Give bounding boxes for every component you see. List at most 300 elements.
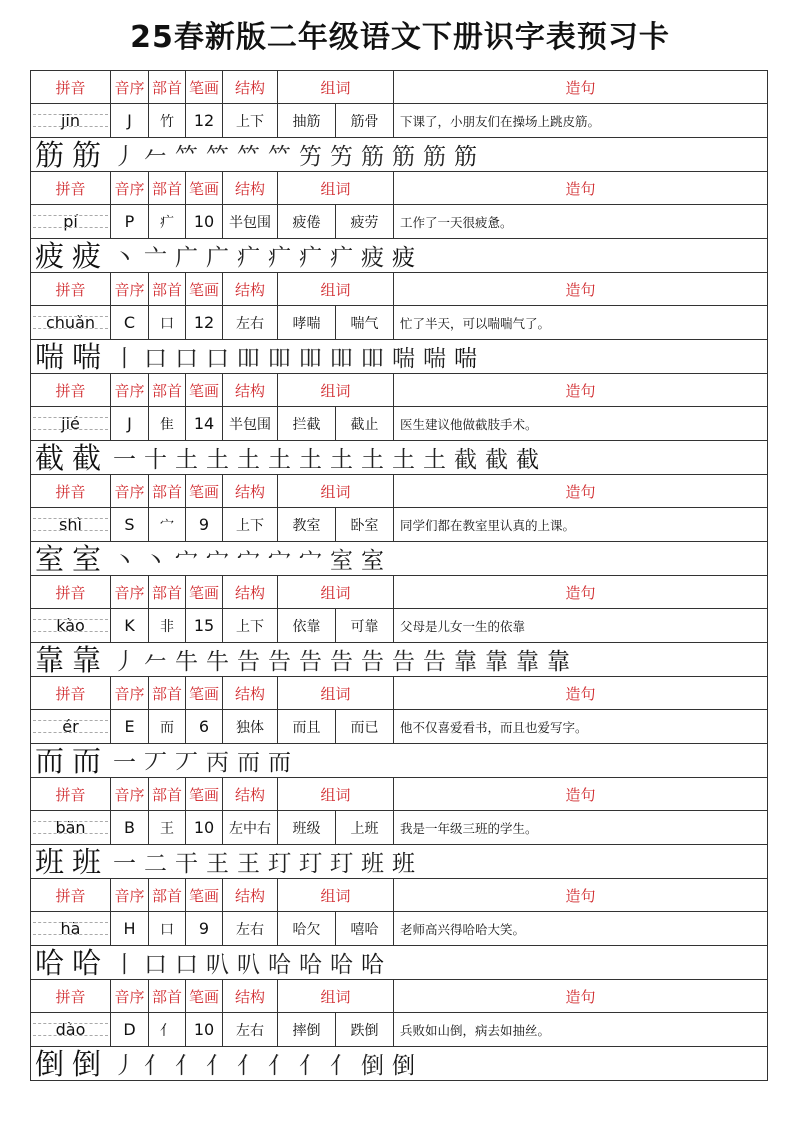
- stroke-step: 疒: [268, 245, 291, 271]
- stroke-sequence: [105, 643, 574, 676]
- stroke-order-row: [31, 744, 767, 778]
- word-1-cell: 依靠: [278, 609, 336, 642]
- stroke-step: 吅: [237, 346, 260, 372]
- entry-card: [31, 879, 767, 980]
- sentence-cell: 他不仅喜爱看书，而且也爱写字。: [400, 719, 588, 735]
- header-row: [31, 980, 767, 1013]
- stroke-step: 王: [237, 851, 260, 877]
- entry-card: [31, 172, 767, 273]
- word-2-cell: 而已: [336, 710, 394, 743]
- stroke-step: 玎: [299, 851, 322, 877]
- stroke-step: 疒: [299, 245, 322, 271]
- character: 靠: [34, 642, 64, 677]
- header-words: 组词: [278, 374, 394, 406]
- stroke-order-row: [31, 845, 767, 879]
- header-sentence: 造句: [565, 179, 596, 198]
- header-words: 组词: [278, 576, 394, 608]
- header-structure: 结构: [223, 879, 278, 911]
- pinyin-cell: pí: [31, 205, 111, 238]
- info-row: [31, 710, 767, 744]
- structure-cell: 独体: [223, 710, 278, 743]
- header-radical: 部首: [149, 879, 186, 911]
- stroke-step: 告: [423, 649, 446, 675]
- header-pinyin: 拼音: [31, 273, 111, 305]
- word-2-cell: 疲劳: [336, 205, 394, 238]
- character-repeat: 截: [71, 440, 101, 475]
- phonetic-letter-cell: C: [111, 306, 149, 339]
- character-repeat: 而: [71, 743, 101, 778]
- pinyin-cell: ér: [31, 710, 111, 743]
- stroke-step: 班: [392, 851, 415, 877]
- stroke-step: 广: [206, 245, 229, 271]
- stroke-step: 宀: [268, 548, 291, 574]
- structure-cell: 左右: [223, 1013, 278, 1046]
- word-2-cell: 截止: [336, 407, 394, 440]
- stroke-step: 土: [361, 447, 384, 473]
- vocabulary-table: [30, 70, 768, 1081]
- stroke-step: 十: [144, 447, 167, 473]
- stroke-step: 靠: [485, 649, 508, 675]
- stroke-step: 喘: [392, 346, 415, 372]
- header-structure: 结构: [223, 273, 278, 305]
- header-sentence: 造句: [565, 785, 596, 804]
- stroke-order-row: [31, 1047, 767, 1081]
- stroke-step: 𠂉: [144, 144, 167, 170]
- stroke-step: 亠: [144, 245, 167, 271]
- stroke-step: 告: [392, 649, 415, 675]
- stroke-sequence: [105, 441, 543, 474]
- header-words: 组词: [278, 475, 394, 507]
- phonetic-letter-cell: S: [111, 508, 149, 541]
- word-2-cell: 上班: [336, 811, 394, 844]
- character-repeat: 室: [71, 541, 101, 576]
- pinyin-cell: jīn: [31, 104, 111, 137]
- structure-cell: 左中右: [223, 811, 278, 844]
- header-phonetic-order: 音序: [111, 576, 149, 608]
- structure-cell: 半包围: [223, 205, 278, 238]
- phonetic-letter-cell: J: [111, 104, 149, 137]
- header-sentence: 造句: [565, 886, 596, 905]
- header-stroke-count: 笔画: [186, 677, 223, 709]
- stroke-step: 吅: [361, 346, 384, 372]
- header-structure: 结构: [223, 475, 278, 507]
- stroke-step: 截: [485, 447, 508, 473]
- sentence-cell: 忙了半天，可以喘喘气了。: [400, 315, 551, 331]
- header-pinyin: 拼音: [31, 172, 111, 204]
- phonetic-letter-cell: B: [111, 811, 149, 844]
- stroke-step: 土: [175, 447, 198, 473]
- header-structure: 结构: [223, 980, 278, 1012]
- stroke-step: 亻: [268, 1053, 291, 1079]
- stroke-step: 喘: [423, 346, 446, 372]
- header-structure: 结构: [223, 576, 278, 608]
- radical-cell: 而: [149, 710, 186, 743]
- character-repeat: 倒: [71, 1046, 101, 1081]
- header-pinyin: 拼音: [31, 576, 111, 608]
- header-structure: 结构: [223, 172, 278, 204]
- sentence-cell: 工作了一天很疲惫。: [400, 214, 513, 230]
- header-stroke-count: 笔画: [186, 172, 223, 204]
- stroke-step: 亻: [299, 1053, 322, 1079]
- stroke-step: 竻: [299, 144, 322, 170]
- header-radical: 部首: [149, 778, 186, 810]
- pinyin-cell: hā: [31, 912, 111, 945]
- header-phonetic-order: 音序: [111, 879, 149, 911]
- stroke-count-cell: 9: [186, 508, 223, 541]
- stroke-step: 牛: [206, 649, 229, 675]
- stroke-step: 口: [144, 952, 167, 978]
- word-1-cell: 疲倦: [278, 205, 336, 238]
- header-stroke-count: 笔画: [186, 576, 223, 608]
- stroke-step: 而: [237, 750, 260, 776]
- pinyin-cell: dào: [31, 1013, 111, 1046]
- stroke-step: 倒: [361, 1053, 384, 1079]
- sentence-cell: 兵败如山倒，病去如抽丝。: [400, 1022, 551, 1038]
- stroke-step: 告: [361, 649, 384, 675]
- header-sentence: 造句: [565, 482, 596, 501]
- stroke-step: 疲: [361, 245, 384, 271]
- stroke-step: 吅: [299, 346, 322, 372]
- stroke-step: 叭: [237, 952, 260, 978]
- radical-cell: 竹: [149, 104, 186, 137]
- header-radical: 部首: [149, 374, 186, 406]
- word-2-cell: 卧室: [336, 508, 394, 541]
- character: 而: [34, 743, 64, 778]
- stroke-sequence: [105, 1047, 419, 1080]
- header-radical: 部首: [149, 273, 186, 305]
- stroke-step: 疒: [330, 245, 353, 271]
- header-row: [31, 374, 767, 407]
- stroke-step: 丿: [113, 1053, 136, 1079]
- header-sentence: 造句: [565, 280, 596, 299]
- entry-card: [31, 374, 767, 475]
- word-2-cell: 筋骨: [336, 104, 394, 137]
- structure-cell: 左右: [223, 306, 278, 339]
- stroke-step: 丶: [113, 548, 136, 574]
- stroke-step: 疒: [237, 245, 260, 271]
- stroke-step: 玎: [330, 851, 353, 877]
- stroke-count-cell: 10: [186, 205, 223, 238]
- character: 筋: [34, 137, 64, 172]
- phonetic-letter-cell: P: [111, 205, 149, 238]
- word-2-cell: 嘻哈: [336, 912, 394, 945]
- header-radical: 部首: [149, 475, 186, 507]
- stroke-step: 宀: [299, 548, 322, 574]
- header-structure: 结构: [223, 778, 278, 810]
- header-row: [31, 879, 767, 912]
- stroke-step: 王: [206, 851, 229, 877]
- header-words: 组词: [278, 879, 394, 911]
- stroke-step: 土: [237, 447, 260, 473]
- stroke-order-row: [31, 138, 767, 172]
- phonetic-letter-cell: J: [111, 407, 149, 440]
- stroke-count-cell: 12: [186, 104, 223, 137]
- stroke-step: 宀: [175, 548, 198, 574]
- header-radical: 部首: [149, 677, 186, 709]
- stroke-step: 一: [113, 750, 136, 776]
- stroke-count-cell: 14: [186, 407, 223, 440]
- stroke-step: 一: [113, 851, 136, 877]
- stroke-step: 告: [299, 649, 322, 675]
- header-sentence: 造句: [565, 381, 596, 400]
- structure-cell: 上下: [223, 104, 278, 137]
- stroke-step: 哈: [330, 952, 353, 978]
- header-stroke-count: 笔画: [186, 71, 223, 103]
- header-sentence: 造句: [565, 684, 596, 703]
- header-pinyin: 拼音: [31, 879, 111, 911]
- header-radical: 部首: [149, 71, 186, 103]
- header-words: 组词: [278, 778, 394, 810]
- entry-card: [31, 677, 767, 778]
- stroke-step: 玎: [268, 851, 291, 877]
- stroke-step: 干: [175, 851, 198, 877]
- word-1-cell: 班级: [278, 811, 336, 844]
- entry-card: [31, 273, 767, 374]
- stroke-order-row: [31, 441, 767, 475]
- stroke-step: 叭: [206, 952, 229, 978]
- stroke-step: 一: [113, 447, 136, 473]
- pinyin-cell: jié: [31, 407, 111, 440]
- stroke-step: 靠: [516, 649, 539, 675]
- character: 班: [34, 844, 64, 879]
- header-row: [31, 576, 767, 609]
- header-row: [31, 677, 767, 710]
- radical-cell: 亻: [149, 1013, 186, 1046]
- stroke-order-row: [31, 946, 767, 980]
- sentence-cell: 我是一年级三班的学生。: [400, 820, 538, 836]
- stroke-step: 告: [268, 649, 291, 675]
- stroke-step: 亻: [330, 1053, 353, 1079]
- stroke-step: 吅: [330, 346, 353, 372]
- stroke-sequence: [105, 138, 481, 171]
- stroke-step: 哈: [268, 952, 291, 978]
- structure-cell: 左右: [223, 912, 278, 945]
- stroke-step: 广: [175, 245, 198, 271]
- info-row: [31, 306, 767, 340]
- stroke-step: 截: [454, 447, 477, 473]
- stroke-step: 土: [392, 447, 415, 473]
- character: 喘: [34, 339, 64, 374]
- word-2-cell: 跌倒: [336, 1013, 394, 1046]
- header-phonetic-order: 音序: [111, 172, 149, 204]
- character: 哈: [34, 945, 64, 980]
- radical-cell: 宀: [149, 508, 186, 541]
- stroke-step: 二: [144, 851, 167, 877]
- header-sentence: 造句: [565, 583, 596, 602]
- header-structure: 结构: [223, 374, 278, 406]
- stroke-count-cell: 12: [186, 306, 223, 339]
- stroke-step: 丙: [206, 750, 229, 776]
- stroke-step: 𥫗: [268, 144, 291, 170]
- stroke-sequence: [105, 845, 419, 878]
- header-words: 组词: [278, 980, 394, 1012]
- pinyin-cell: bān: [31, 811, 111, 844]
- header-words: 组词: [278, 172, 394, 204]
- stroke-step: 室: [361, 548, 384, 574]
- stroke-step: 哈: [299, 952, 322, 978]
- sentence-cell: 父母是儿女一生的依靠: [400, 618, 526, 634]
- character: 倒: [34, 1046, 64, 1081]
- header-structure: 结构: [223, 71, 278, 103]
- stroke-step: 班: [361, 851, 384, 877]
- stroke-count-cell: 6: [186, 710, 223, 743]
- stroke-step: 口: [175, 346, 198, 372]
- stroke-count-cell: 9: [186, 912, 223, 945]
- sentence-cell: 下课了，小朋友们在操场上跳皮筋。: [400, 113, 601, 129]
- stroke-step: 丨: [113, 952, 136, 978]
- header-row: [31, 71, 767, 104]
- header-phonetic-order: 音序: [111, 475, 149, 507]
- info-row: [31, 104, 767, 138]
- header-row: [31, 778, 767, 811]
- info-row: [31, 811, 767, 845]
- stroke-step: 土: [299, 447, 322, 473]
- radical-cell: 隹: [149, 407, 186, 440]
- stroke-step: 倒: [392, 1053, 415, 1079]
- stroke-step: 𥫗: [237, 144, 260, 170]
- entry-card: [31, 576, 767, 677]
- header-stroke-count: 笔画: [186, 879, 223, 911]
- structure-cell: 半包围: [223, 407, 278, 440]
- sentence-cell: 医生建议他做截肢手术。: [400, 416, 538, 432]
- stroke-step: 丆: [144, 750, 167, 776]
- header-phonetic-order: 音序: [111, 71, 149, 103]
- header-row: [31, 172, 767, 205]
- stroke-step: 亻: [144, 1053, 167, 1079]
- header-radical: 部首: [149, 172, 186, 204]
- radical-cell: 口: [149, 912, 186, 945]
- stroke-order-row: [31, 643, 767, 677]
- radical-cell: 王: [149, 811, 186, 844]
- stroke-count-cell: 10: [186, 811, 223, 844]
- stroke-step: 而: [268, 750, 291, 776]
- stroke-order-row: [31, 239, 767, 273]
- stroke-step: 告: [237, 649, 260, 675]
- sentence-cell: 同学们都在教室里认真的上课。: [400, 517, 576, 533]
- stroke-sequence: [105, 340, 481, 373]
- character-repeat: 班: [71, 844, 101, 879]
- stroke-step: 筋: [361, 144, 384, 170]
- entry-card: [31, 980, 767, 1081]
- header-structure: 结构: [223, 677, 278, 709]
- stroke-step: 哈: [361, 952, 384, 978]
- stroke-step: 筋: [454, 144, 477, 170]
- header-phonetic-order: 音序: [111, 980, 149, 1012]
- character-repeat: 喘: [71, 339, 101, 374]
- stroke-step: 亻: [237, 1053, 260, 1079]
- phonetic-letter-cell: E: [111, 710, 149, 743]
- stroke-step: 靠: [547, 649, 570, 675]
- word-1-cell: 摔倒: [278, 1013, 336, 1046]
- header-sentence: 造句: [565, 987, 596, 1006]
- header-pinyin: 拼音: [31, 374, 111, 406]
- character: 疲: [34, 238, 64, 273]
- pinyin-cell: chuǎn: [31, 306, 111, 339]
- word-1-cell: 教室: [278, 508, 336, 541]
- header-words: 组词: [278, 273, 394, 305]
- header-words: 组词: [278, 677, 394, 709]
- info-row: [31, 912, 767, 946]
- radical-cell: 非: [149, 609, 186, 642]
- stroke-step: 𥫗: [175, 144, 198, 170]
- stroke-count-cell: 10: [186, 1013, 223, 1046]
- header-stroke-count: 笔画: [186, 980, 223, 1012]
- character-repeat: 靠: [71, 642, 101, 677]
- character: 截: [34, 440, 64, 475]
- stroke-step: 土: [423, 447, 446, 473]
- stroke-sequence: [105, 542, 388, 575]
- stroke-order-row: [31, 542, 767, 576]
- stroke-count-cell: 15: [186, 609, 223, 642]
- stroke-sequence: [105, 946, 388, 979]
- header-stroke-count: 笔画: [186, 374, 223, 406]
- info-row: [31, 205, 767, 239]
- stroke-step: 疲: [392, 245, 415, 271]
- structure-cell: 上下: [223, 508, 278, 541]
- header-stroke-count: 笔画: [186, 273, 223, 305]
- stroke-step: 丶: [144, 548, 167, 574]
- info-row: [31, 508, 767, 542]
- stroke-step: 室: [330, 548, 353, 574]
- header-sentence: 造句: [565, 78, 596, 97]
- header-pinyin: 拼音: [31, 475, 111, 507]
- stroke-step: 土: [268, 447, 291, 473]
- header-phonetic-order: 音序: [111, 273, 149, 305]
- stroke-step: 筋: [423, 144, 446, 170]
- stroke-step: 𠂉: [144, 649, 167, 675]
- stroke-step: 亻: [206, 1053, 229, 1079]
- stroke-step: 土: [206, 447, 229, 473]
- stroke-step: 竻: [330, 144, 353, 170]
- info-row: [31, 609, 767, 643]
- phonetic-letter-cell: D: [111, 1013, 149, 1046]
- page-title: 25春新版二年级语文下册识字表预习卡: [130, 20, 670, 55]
- stroke-step: 截: [516, 447, 539, 473]
- word-2-cell: 喘气: [336, 306, 394, 339]
- stroke-step: 丶: [113, 245, 136, 271]
- phonetic-letter-cell: H: [111, 912, 149, 945]
- stroke-step: 宀: [206, 548, 229, 574]
- stroke-step: 告: [330, 649, 353, 675]
- word-1-cell: 而且: [278, 710, 336, 743]
- pinyin-cell: shì: [31, 508, 111, 541]
- info-row: [31, 407, 767, 441]
- header-row: [31, 475, 767, 508]
- header-phonetic-order: 音序: [111, 374, 149, 406]
- character-repeat: 疲: [71, 238, 101, 273]
- structure-cell: 上下: [223, 609, 278, 642]
- stroke-sequence: [105, 239, 419, 272]
- entry-card: [31, 71, 767, 172]
- stroke-step: 牛: [175, 649, 198, 675]
- character: 室: [34, 541, 64, 576]
- header-pinyin: 拼音: [31, 980, 111, 1012]
- stroke-step: 亻: [175, 1053, 198, 1079]
- header-pinyin: 拼音: [31, 71, 111, 103]
- stroke-sequence: [105, 744, 295, 777]
- info-row: [31, 1013, 767, 1047]
- word-1-cell: 哮喘: [278, 306, 336, 339]
- stroke-step: 丆: [175, 750, 198, 776]
- header-stroke-count: 笔画: [186, 475, 223, 507]
- word-1-cell: 抽筋: [278, 104, 336, 137]
- stroke-step: 靠: [454, 649, 477, 675]
- sentence-cell: 老师高兴得哈哈大笑。: [400, 921, 526, 937]
- header-radical: 部首: [149, 576, 186, 608]
- stroke-step: 丿: [113, 649, 136, 675]
- pinyin-cell: kào: [31, 609, 111, 642]
- word-2-cell: 可靠: [336, 609, 394, 642]
